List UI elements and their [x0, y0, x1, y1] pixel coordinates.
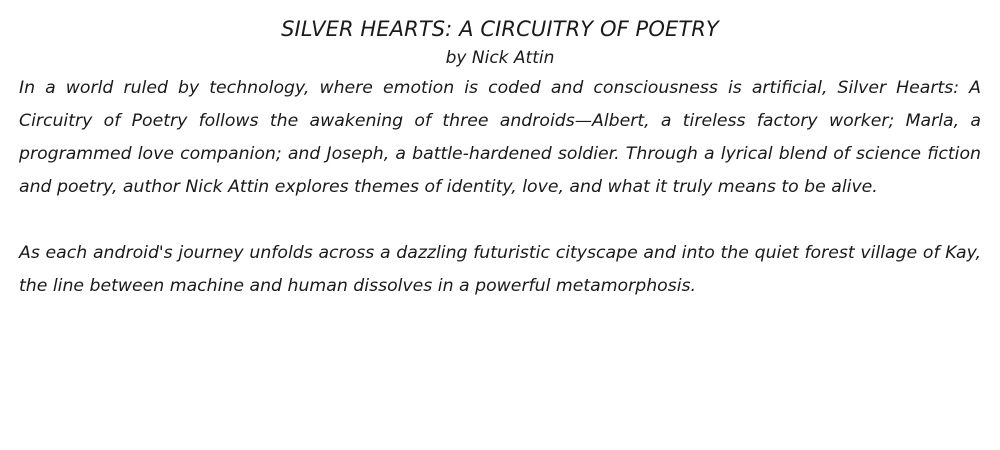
book-title: SILVER HEARTS: A CIRCUITRY OF POETRY [281, 17, 719, 41]
author-byline: by Nick Attin [445, 48, 555, 68]
description-paragraph-1: In a world ruled by technology, where emotion is coded and consciousness is artificial, Silver Hearts: A Circuitry of Poetry follows the awakening of three androids—Albert, a tireless factory worker; Marla, a programmed love companion; and Joseph, a battle-hardened soldier. Through a lyrical blend of science fiction and poetry, author Nick Attin explores themes of identity, love, and what it truly means to be alive. [19, 78, 981, 197]
book-description-page [19, 14, 981, 303]
description-paragraph-2: As each android's journey unfolds across a dazzling futuristic cityscape and into the quiet forest village of Kay, the line between machine and human dissolves in a powerful metamorphosis. [19, 243, 981, 296]
